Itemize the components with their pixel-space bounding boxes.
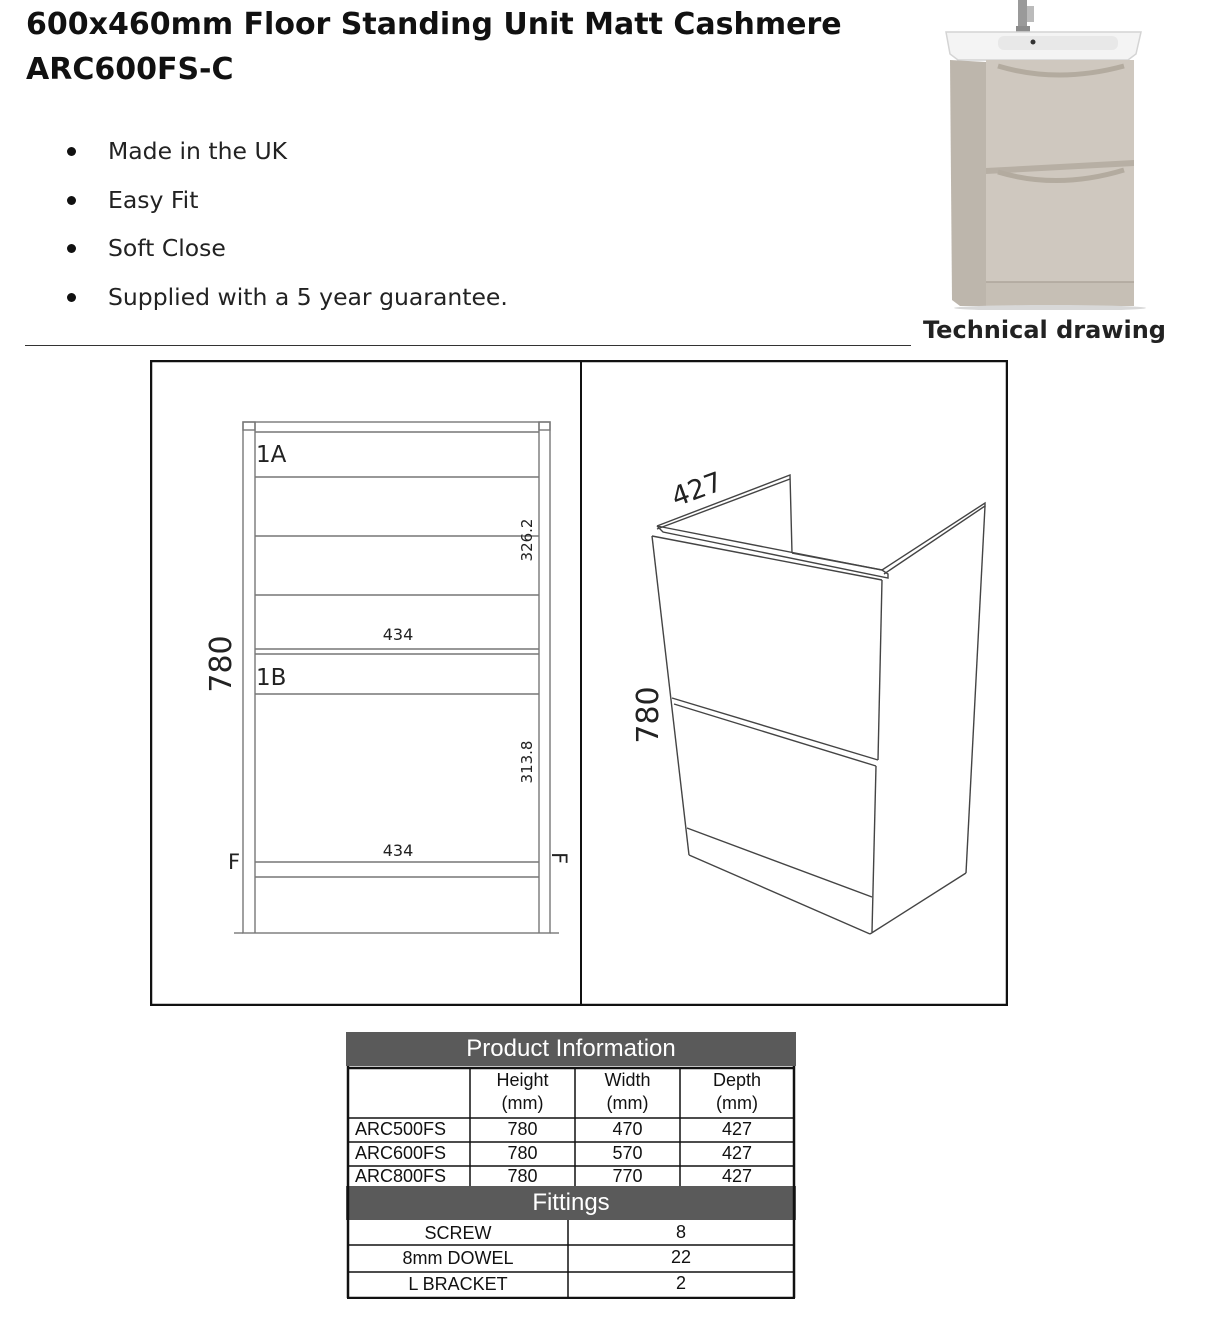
basin (946, 32, 1141, 60)
row-code: ARC800FS (355, 1166, 447, 1186)
header-depth (680, 1069, 794, 1115)
front-drawer-2-width: 434 (382, 841, 414, 860)
header-width-unit: (mm) (606, 1093, 649, 1113)
front-drawer-1-height: 326.2 (518, 518, 536, 562)
feature-item (60, 225, 508, 274)
title-line-2: ARC600FS-C (26, 52, 234, 87)
fitting-qty: 8 (675, 1222, 686, 1242)
page-title (26, 2, 906, 92)
row-width: 470 (612, 1119, 643, 1139)
row-height: 780 (507, 1119, 538, 1139)
feature-text: Made in the UK (108, 137, 288, 165)
front-drawer-2-height: 313.8 (518, 740, 536, 784)
front-drawer-2-label: 1B (256, 665, 287, 691)
bullet-dot-icon (67, 196, 76, 205)
front-overall-height: 780 (204, 635, 239, 693)
feature-item (60, 128, 508, 177)
fitting-qty: 2 (675, 1273, 686, 1293)
row-width: 770 (612, 1166, 643, 1186)
header-depth-unit: (mm) (716, 1093, 758, 1113)
bullet-dot-icon (67, 244, 76, 253)
iso-height-label: 780 (631, 686, 666, 744)
section-divider (25, 345, 911, 346)
row-width: 570 (612, 1143, 643, 1163)
front-drawer-1-width: 434 (382, 625, 414, 644)
feature-item (60, 274, 508, 323)
row-height: 780 (507, 1143, 538, 1163)
front-foot-left: F (228, 850, 241, 874)
product-info-title: Product Information (346, 1032, 796, 1066)
feature-list (60, 128, 508, 322)
product-photo (938, 0, 1148, 310)
bullet-dot-icon (67, 147, 76, 156)
bullet-dot-icon (67, 293, 76, 302)
row-height: 780 (507, 1166, 538, 1186)
row-code: ARC500FS (355, 1119, 447, 1139)
feature-text: Soft Close (108, 234, 226, 263)
technical-drawing (150, 360, 1008, 1006)
fittings-title: Fittings (346, 1186, 796, 1220)
product-info-table (346, 1032, 796, 1299)
front-foot-right: F (547, 852, 571, 865)
row-depth: 427 (721, 1119, 753, 1139)
feature-item (60, 177, 508, 226)
header-height (470, 1069, 575, 1115)
header-height-label: Height (496, 1070, 549, 1090)
fitting-item: SCREW (424, 1223, 492, 1243)
header-width-label: Width (604, 1070, 651, 1090)
title-line-1: 600x460mm Floor Standing Unit Matt Cashmere (26, 7, 842, 42)
row-depth: 427 (721, 1166, 753, 1186)
header-height-unit: (mm) (501, 1093, 544, 1113)
front-drawer-1-label: 1A (256, 442, 287, 468)
fitting-item: L BRACKET (408, 1274, 508, 1294)
basin-tap-icon (1016, 0, 1034, 32)
feature-text: Easy Fit (108, 185, 199, 214)
header-width (575, 1069, 680, 1115)
row-code: ARC600FS (355, 1143, 447, 1163)
header-depth-label: Depth (712, 1070, 762, 1090)
feature-text: Supplied with a 5 year guarantee. (108, 282, 508, 311)
technical-drawing-label: Technical drawing (923, 316, 1166, 344)
fitting-item: 8mm DOWEL (402, 1248, 514, 1268)
row-depth: 427 (721, 1143, 753, 1163)
fitting-qty: 22 (670, 1247, 692, 1267)
iso-depth-label: 427 (667, 466, 727, 514)
